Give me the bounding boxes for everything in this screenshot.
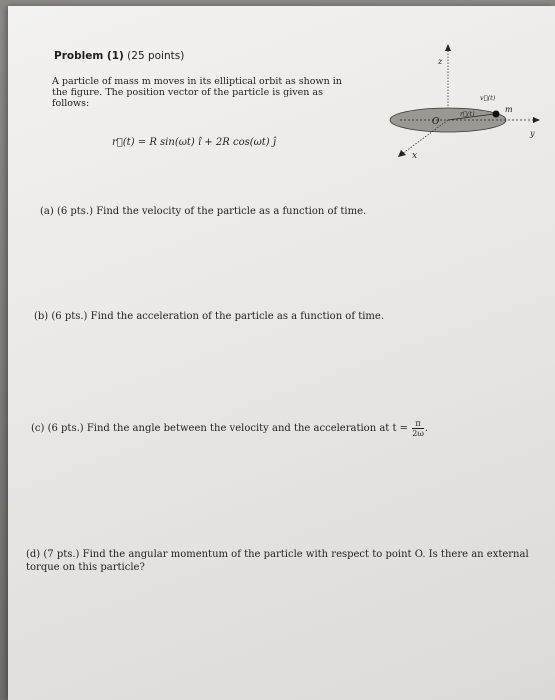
y-axis-label: y [530,129,535,138]
origin-label: O [432,117,440,127]
mass-label: m [505,105,513,114]
part-c-period: . [424,423,429,434]
z-axis-arrow [445,44,451,51]
velocity-label: v⃗(t) [480,94,496,102]
particle-dot [493,111,500,118]
problem-number: Problem (1) [54,50,124,62]
y-axis-arrow [533,117,540,123]
part-a: (a) (6 pts.) Find the velocity of the particle as a function of time. [40,206,367,217]
time-fraction-denominator: 2ω [412,429,424,438]
position-equation: r⃗(t) = R sin(ωt) î + 2R cos(ωt) ĵ [112,137,276,148]
part-c [31,419,428,438]
x-axis-arrow [398,150,406,157]
time-fraction-numerator: π [412,419,424,429]
problem-title [54,50,184,62]
problem-points: (25 points) [127,50,185,62]
x-axis-label: x [412,151,418,161]
orbit-figure [380,36,550,176]
time-fraction [412,419,424,438]
part-d: (d) (7 pts.) Find the angular momentum of the particle with respect to point O. Is there an external torque on this particle? [26,549,529,573]
problem-intro: A particle of mass m moves in its elliptical orbit as shown in the figure. The position vector of the particle is given as follows: [52,76,342,109]
z-axis-label: z [438,57,443,66]
position-vector-label: r⃗(t) [460,110,475,118]
part-c-text: (c) (6 pts.) Find the angle between the velocity and the acceleration at t = [31,423,409,434]
part-b: (b) (6 pts.) Find the acceleration of the particle as a function of time. [34,311,385,322]
